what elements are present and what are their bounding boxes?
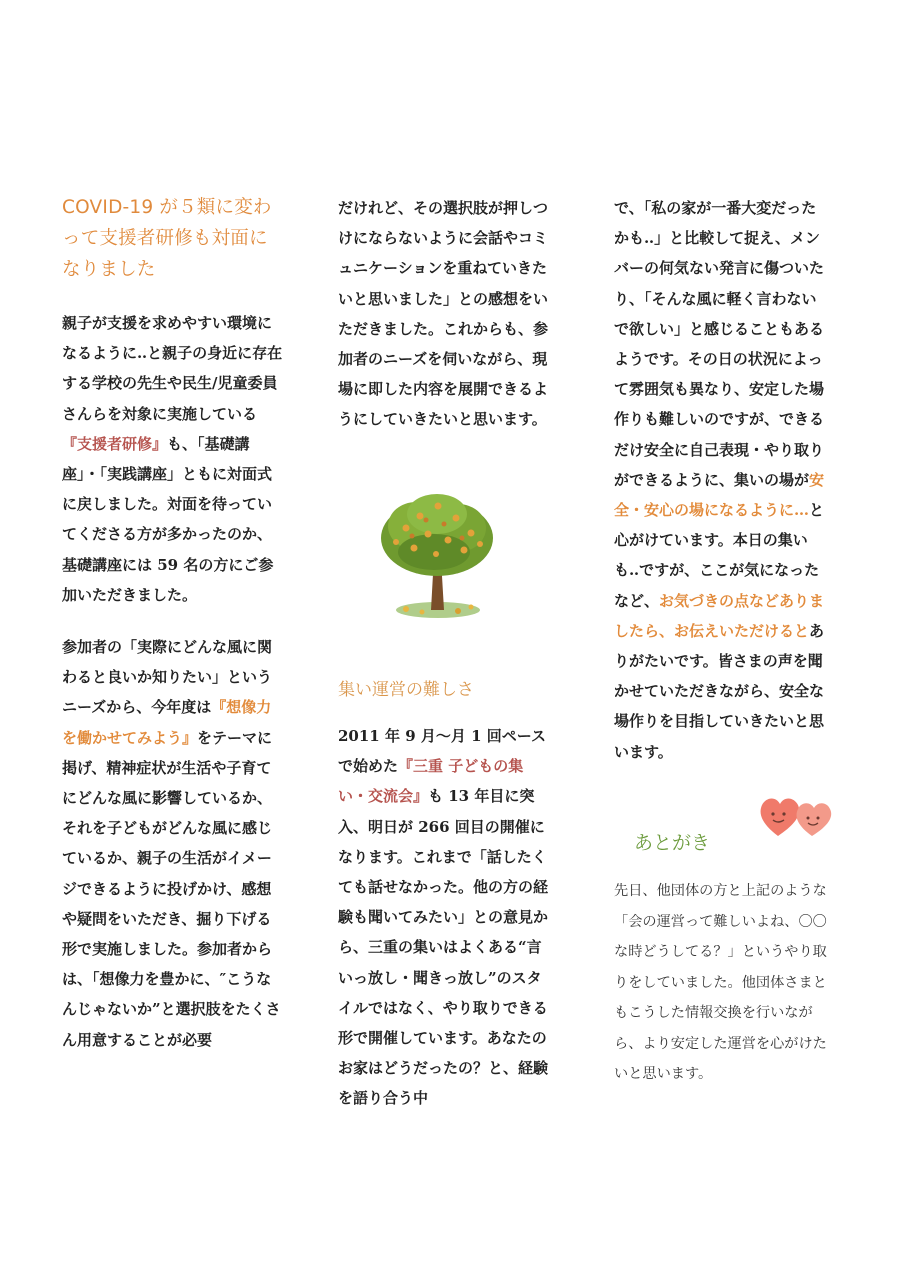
paragraph-safe-space: で、「私の家が一番大変だったかも‥」と比較して捉え、メンバーの何気ない発言に傷ついたり、「そんな風に軽く言わないで欲しい」と感じることもあるようです。その日の状況によって雰囲気も異なり、安定した場作りも難しいのですが、できるだけ安全に自己表現・やり取りができるように、集いの場が安全・安心の場になるように…と心がけています。本日の集いも‥ですが、ここが気になったなど、お気づきの点などありましたら、お伝えいただけるとありがたいです。皆さまの声を聞かせていただきながら、安全な場作りを目指していきたいと思います。 xyxy=(614,199,825,761)
column-middle-lower xyxy=(338,675,552,1114)
highlight-support-training: 『支援者研修』 xyxy=(62,434,168,453)
paragraph-gathering: 2011 年 9 月～月 1 回ペースで始めた『三重 子どもの集い・交流会』も 13 年目に突入、明日が 266 回目の開催になります。これまで「話したくても話せなかった。他の方の経験も聞いてみたい」との意見から、三重の集いはよくある“言いっ放し・聞きっ放し”のスタイルではなく、やり取りできる形で開催しています。あなたのお家はどうだったの？と、経験を語り合う中 xyxy=(338,727,549,1108)
paragraph-training: 親子が支援を求めやすい環境になるように‥と親子の身近に存在する学校の先生や民生/児童委員さんらを対象に実施している『支援者研修』も、「基礎講座」・「実践講座」ともに対面式に戻しました。対面を待っていてくださる方が多かったのか、基礎講座には 59 名の方にご参加いただきました。 xyxy=(62,314,283,604)
highlight-gathering-name: 『三重 子どもの集い・交流会』 xyxy=(338,757,524,806)
afterword-title: あとがき xyxy=(634,832,711,854)
paragraph-theme: 参加者の「実際にどんな風に関わると良いか知りたい」というニーズから、今年度は『想像力を働かせてみよう』をテーマに掲げ、精神症状が生活や子育てにどんな風に影響しているか、それを子どもがどんな風に感じているか、親子の生活がイメージできるように投げかけ、感想や疑問をいただき、掘り下げる形で実施しました。参加者からは、「想像力を豊かに、″こうなんじゃないか”と選択肢をたくさん用意することが必要 xyxy=(62,638,281,1049)
tree-illustration xyxy=(376,488,498,620)
highlight-theme: 『想像力を働かせてみよう』 xyxy=(62,698,272,747)
heading-line-2: って支援者研修も対面に xyxy=(62,228,268,249)
column-left xyxy=(62,192,284,1055)
afterword-section xyxy=(614,828,828,1090)
section-heading-gathering: 集い運営の難しさ xyxy=(338,680,474,700)
paragraph-feedback: だけれど、その選択肢が押しつけにならないように会話やコミュニケーションを重ねていきたいと思いました」との感想をいただきました。これからも、参加者のニーズを伺いながら、現場に即した内容を展開できるようにしていきたいと思います。 xyxy=(338,199,549,429)
highlight-safe-space: 安全・安心の場になるように… xyxy=(614,470,825,520)
section-heading-covid xyxy=(62,192,284,285)
heading-line-3: なりました xyxy=(62,259,156,280)
heading-line-1: COVID-19 が５類に変わ xyxy=(62,197,272,218)
afterword-text: 先日、他団体の方と上記のような「会の運営って難しいよね、〇〇な時どうしてる？」というやり取りをしていました。他団体さまともこうした情報交換を行いながら、より安定した運営を心がけたいと思います。 xyxy=(614,883,827,1082)
column-right xyxy=(614,193,828,767)
highlight-feedback-request: お気づきの点などありましたら、お伝えいただけると xyxy=(614,591,825,640)
column-middle xyxy=(338,193,552,435)
